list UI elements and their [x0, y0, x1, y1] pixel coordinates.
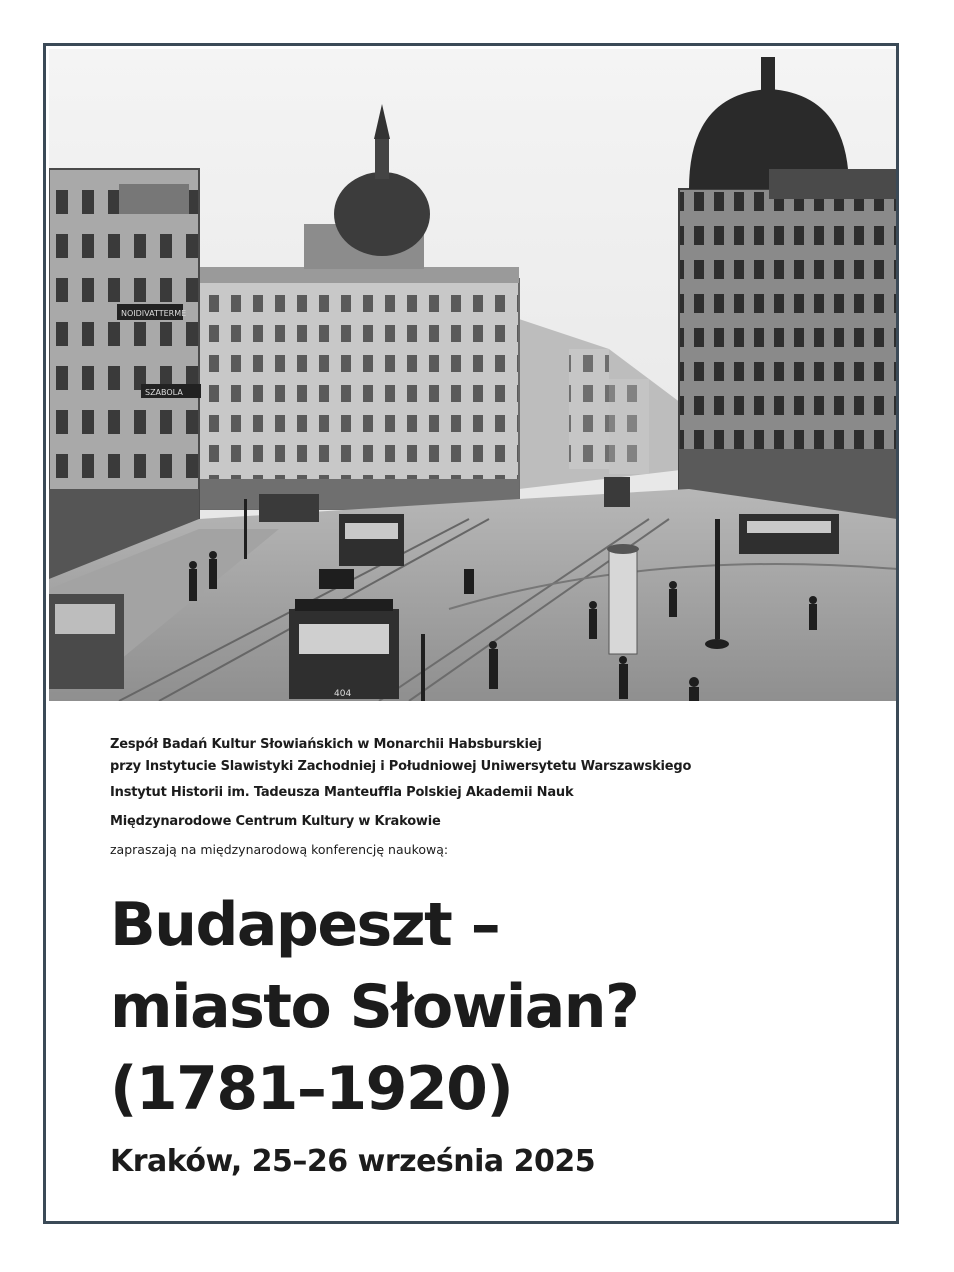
conference-title [110, 884, 870, 1130]
date-and-place: Kraków, 25–26 września 2025 [110, 1144, 596, 1179]
tram-number: 404 [334, 689, 352, 699]
poster [43, 43, 899, 1224]
organizer-line: przy Instytucie Slawistyki Zachodniej i Południowej Uniwersytetu Warszawskiego [110, 759, 692, 774]
conference-text [110, 734, 870, 1182]
historical-street-photo [49, 49, 897, 701]
invitation-text: zapraszają na międzynarodową konferencję naukową: [110, 842, 449, 857]
tram-foreground [289, 599, 399, 699]
title-line: miasto Słowian? [110, 972, 639, 1042]
organizer-line: Instytut Historii im. Tadeusza Manteuffla Polskiej Akademii Nauk [110, 785, 574, 800]
title-line: Budapeszt – [110, 890, 500, 960]
organizer-line: Międzynarodowe Centrum Kultury w Krakowie [110, 814, 441, 829]
organizer-line: Zespół Badań Kultur Słowiańskich w Monarchii Habsburskiej [110, 737, 542, 752]
budapest-street-scene-illustration [49, 49, 897, 701]
shop-sign-1: NOIDIVATTERME [121, 309, 187, 318]
title-line: (1781–1920) [110, 1054, 513, 1124]
shop-sign-2: SZABOLA [145, 388, 183, 397]
